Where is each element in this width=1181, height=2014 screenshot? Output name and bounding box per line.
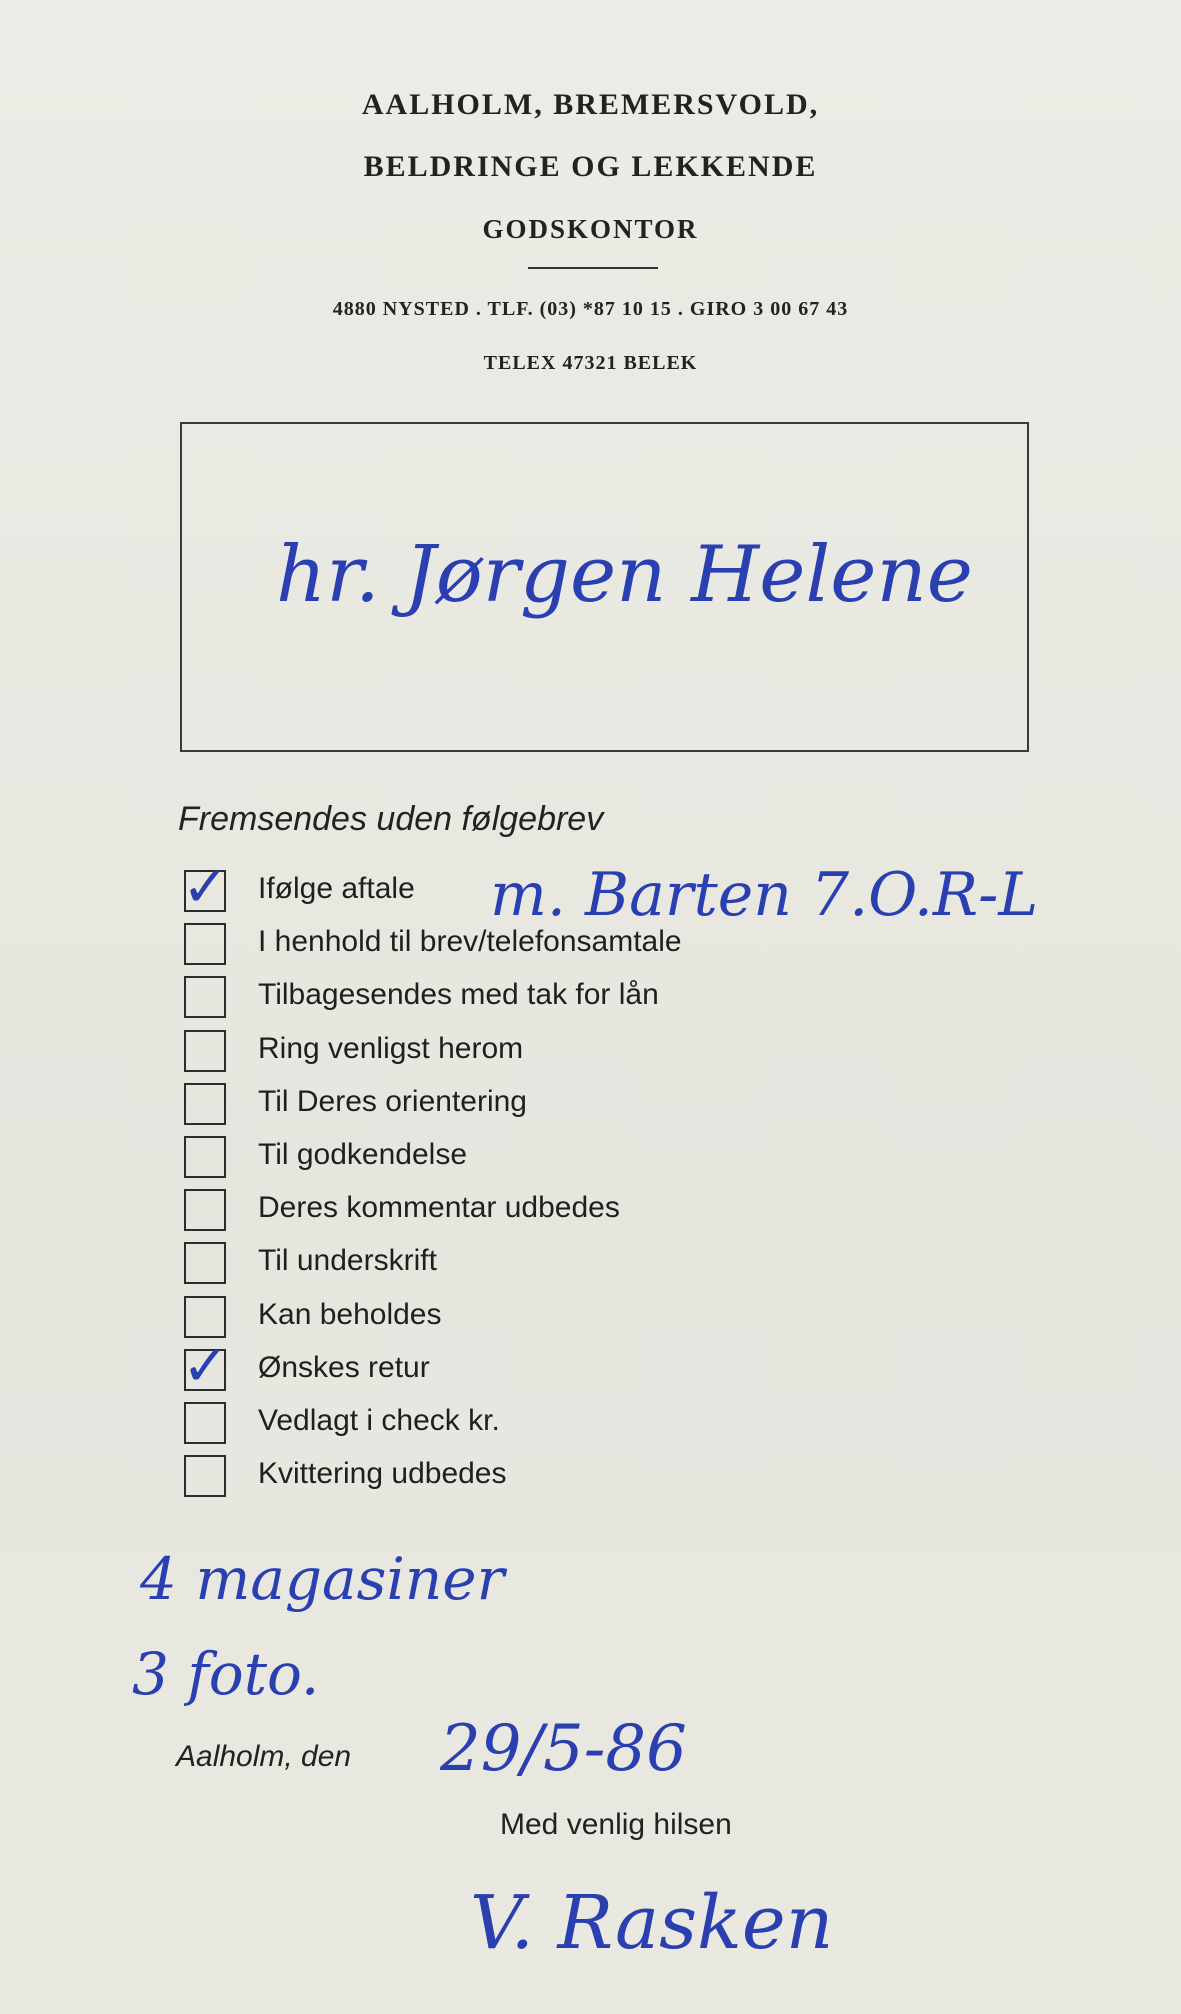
- checkbox-label: Vedlagt i check kr.: [258, 1404, 500, 1437]
- place-date-label: Aalholm, den: [176, 1740, 352, 1773]
- check-mark-icon: ✓: [182, 1333, 229, 1399]
- checkbox[interactable]: [184, 1296, 226, 1338]
- closing-greeting: Med venlig hilsen: [500, 1808, 732, 1841]
- checkbox-label: Ring venligst herom: [258, 1031, 524, 1065]
- letterhead-telex: TELEX 47321 BELEK: [483, 352, 698, 374]
- checkbox[interactable]: [184, 1136, 226, 1178]
- handwritten-aftale-note: m. Barten 7.O.R-L: [490, 860, 1039, 930]
- letterhead-contact: 4880 NYSTED . TLF. (03) *87 10 15 . GIRO 3 00 67 43: [332, 298, 849, 320]
- letterhead-line-2: BELDRINGE OG LEKKENDE: [363, 150, 818, 183]
- check-mark-icon: ✓: [182, 855, 229, 920]
- checkbox[interactable]: [182, 855, 229, 920]
- form-title: Fremsendes uden følgebrev: [178, 800, 604, 838]
- checkbox[interactable]: [184, 1030, 226, 1072]
- checkbox[interactable]: [184, 976, 226, 1018]
- signature: V. Rasken: [470, 1880, 834, 1966]
- checkbox-label: Tilbagesendes med tak for lån: [258, 978, 659, 1012]
- checkbox[interactable]: [184, 1242, 226, 1284]
- letterhead-line-1: AALHOLM, BREMERSVOLD,: [361, 88, 820, 121]
- checkbox[interactable]: [184, 1083, 226, 1125]
- checkbox-label: Kan beholdes: [258, 1297, 442, 1331]
- checkbox[interactable]: [184, 1455, 226, 1497]
- letterhead-line-3: GODSKONTOR: [482, 214, 699, 244]
- checkbox-label: Til godkendelse: [258, 1138, 468, 1171]
- checkbox-label: Ifølge aftale: [258, 872, 415, 905]
- checkbox-label: Til underskrift: [258, 1244, 437, 1278]
- checkbox[interactable]: [184, 923, 226, 965]
- checkbox[interactable]: [184, 1402, 226, 1444]
- checkbox-label: Ønskes retur: [258, 1350, 430, 1384]
- checkbox-label: Kvittering udbedes: [258, 1457, 507, 1491]
- checkbox[interactable]: [182, 1333, 229, 1399]
- addressee-handwriting: hr. Jørgen Helene: [276, 530, 973, 620]
- letterhead-divider: [528, 267, 658, 269]
- checkbox-label: Deres kommentar udbedes: [258, 1191, 620, 1225]
- checkbox-label: I henhold til brev/telefonsamtale: [258, 925, 682, 959]
- handwritten-note-line-1: 4 magasiner: [140, 1545, 505, 1613]
- checkbox-label: Til Deres orientering: [258, 1084, 527, 1118]
- checkbox[interactable]: [184, 1189, 226, 1231]
- handwritten-note-line-2: 3 foto.: [132, 1640, 320, 1708]
- handwritten-date: 29/5-86: [440, 1712, 687, 1786]
